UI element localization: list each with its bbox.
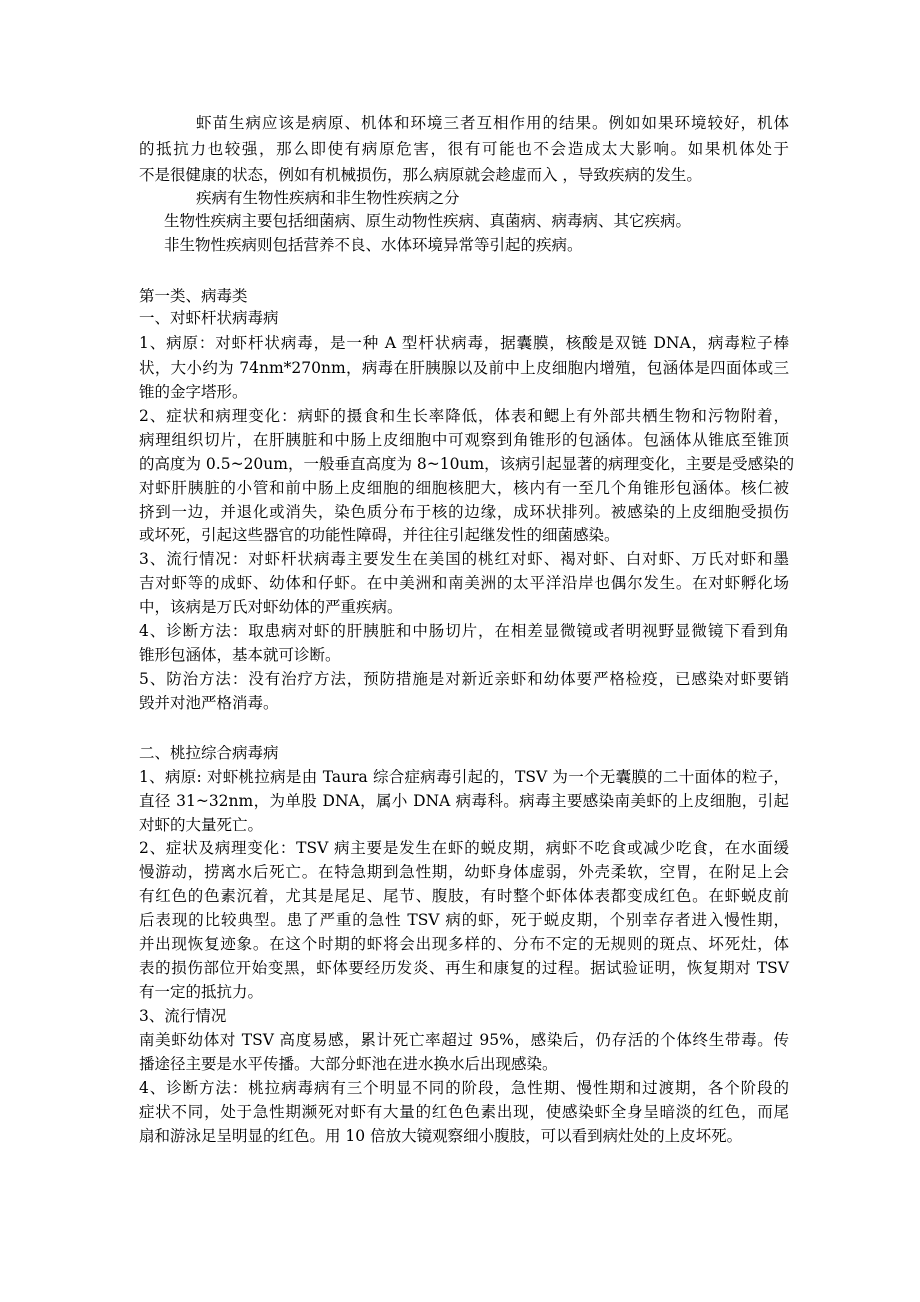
body-line: 病理组织切片，在肝胰脏和中肠上皮细胞中可观察到角锥形的包涵体。包涵体从锥底至锥顶 — [139, 431, 789, 449]
intro-line: 非生物性疾病则包括营养不良、水体环境异常等引起的疾病。 — [164, 236, 583, 254]
intro-line: 的抵抗力也较强，那么即使有病原危害，很有可能也不会造成太大影响。如果机体处于 — [139, 140, 789, 158]
body-line: 挤到一边，并退化或消失，染色质分布于核的边缘，成环状排列。被感染的上皮细胞受损伤 — [139, 503, 789, 521]
body-line: 表的损伤部位开始变黑，虾体要经历发炎、再生和康复的过程。据试验证明，恢复期对 TSV — [139, 959, 789, 977]
body-line: 症状不同，处于急性期濒死对虾有大量的红色色素出现，使感染虾全身呈暗淡的红色，而尾 — [139, 1103, 789, 1121]
body-line: 直径 31~32nm，为单股 DNA，属小 DNA 病毒科。病毒主要感染南美虾的上皮细胞，引起 — [139, 792, 789, 810]
body-line: 或坏死，引起这些器官的功能性障碍，并往往引起继发性的细菌感染。 — [139, 526, 620, 544]
intro-line: 生物性疾病主要包括细菌病、原生动物性疾病、真菌病、病毒病、其它疾病。 — [164, 212, 692, 230]
body-line: 南美虾幼体对 TSV 高度易感，累计死亡率超过 95%，感染后，仍存活的个体终生带毒。传 — [139, 1031, 789, 1049]
body-line: 3、流行情况：对虾杆状病毒主要发生在美国的桃红对虾、褐对虾、白对虾、万氏对虾和墨 — [139, 550, 789, 568]
body-line: 锥的金字塔形。 — [139, 383, 248, 401]
body-line: 对虾的大量死亡。 — [139, 816, 264, 834]
body-line: 2、症状及病理变化：TSV 病主要是发生在虾的蜕皮期，病虾不吃食或减少吃食，在水面缓 — [139, 839, 789, 857]
body-line: 4、诊断方法：取患病对虾的肝胰脏和中肠切片，在相差显微镜或者明视野显微镜下看到角 — [139, 622, 789, 640]
body-line: 中，该病是万氏对虾幼体的严重疾病。 — [139, 598, 403, 616]
body-line: 锥形包涵体，基本就可诊断。 — [139, 646, 341, 664]
intro-line: 不是很健康的状态，例如有机械损伤，那么病原就会趁虚而入 ，导致疾病的发生。 — [139, 166, 702, 184]
body-line: 慢游动，捞离水后死亡。在特急期到急性期，幼虾身体虚弱，外壳柔软，空胃，在附足上会 — [139, 863, 789, 881]
body-line: 并出现恢复迹象。在这个时期的虾将会出现多样的、分布不定的无规则的斑点、坏死灶，体 — [139, 935, 789, 953]
body-line: 状，大小约为 74nm*270nm，病毒在肝胰腺以及前中上皮细胞内增殖，包涵体是四面体或三 — [139, 359, 789, 377]
body-line: 3、流行情况 — [139, 1007, 227, 1025]
body-line: 的高度为 0.5~20um，一般垂直高度为 8~10um，该病引起显著的病理变化，主要是受感染的 — [139, 455, 795, 473]
body-line: 后表现的比较典型。患了严重的急性 TSV 病的虾，死于蜕皮期，个别幸存者进入慢性期， — [139, 911, 789, 929]
body-line: 扇和游泳足呈明显的红色。用 10 倍放大镜观察细小腹肢，可以看到病灶处的上皮坏死。 — [139, 1127, 743, 1145]
category-title: 第一类、病毒类 — [139, 287, 248, 305]
body-line: 对虾肝胰脏的小管和前中肠上皮细胞的细胞核肥大，核内有一至几个角锥形包涵体。核仁被 — [139, 479, 789, 497]
body-line: 1、病原: 对虾桃拉病是由 Taura 综合症病毒引起的，TSV 为一个无囊膜的二十面体的粒子， — [139, 768, 789, 786]
section-title: 一、对虾杆状病毒病 — [139, 309, 279, 327]
body-line: 播途径主要是水平传播。大部分虾池在进水换水后出现感染。 — [139, 1055, 558, 1073]
body-line: 1、病原：对虾杆状病毒，是一种 A 型杆状病毒，据囊膜，核酸是双链 DNA，病毒粒子棒 — [139, 334, 789, 352]
body-line: 吉对虾等的成虾、幼体和仔虾。在中美洲和南美洲的太平洋沿岸也偶尔发生。在对虾孵化场 — [139, 574, 789, 592]
section-title: 二、桃拉综合病毒病 — [139, 744, 279, 762]
intro-line: 虾苗生病应该是病原、机体和环境三者互相作用的结果。例如如果环境较好，机体 — [196, 114, 789, 132]
intro-line: 疾病有生物性疾病和非生物性疾病之分 — [196, 189, 460, 207]
body-line: 有一定的抵抗力。 — [139, 983, 264, 1001]
body-line: 5、防治方法：没有治疗方法，预防措施是对新近亲虾和幼体要严格检疫，已感染对虾要销 — [139, 670, 789, 688]
body-line: 毁并对池严格消毒。 — [139, 694, 279, 712]
body-line: 4、诊断方法：桃拉病毒病有三个明显不同的阶段，急性期、慢性期和过渡期，各个阶段的 — [139, 1079, 789, 1097]
body-line: 2、症状和病理变化：病虾的摄食和生长率降低，体表和鳃上有外部共栖生物和污物附着， — [139, 407, 789, 425]
body-line: 有红色的色素沉着，尤其是尾足、尾节、腹肢，有时整个虾体体表都变成红色。在虾蜕皮前 — [139, 887, 789, 905]
